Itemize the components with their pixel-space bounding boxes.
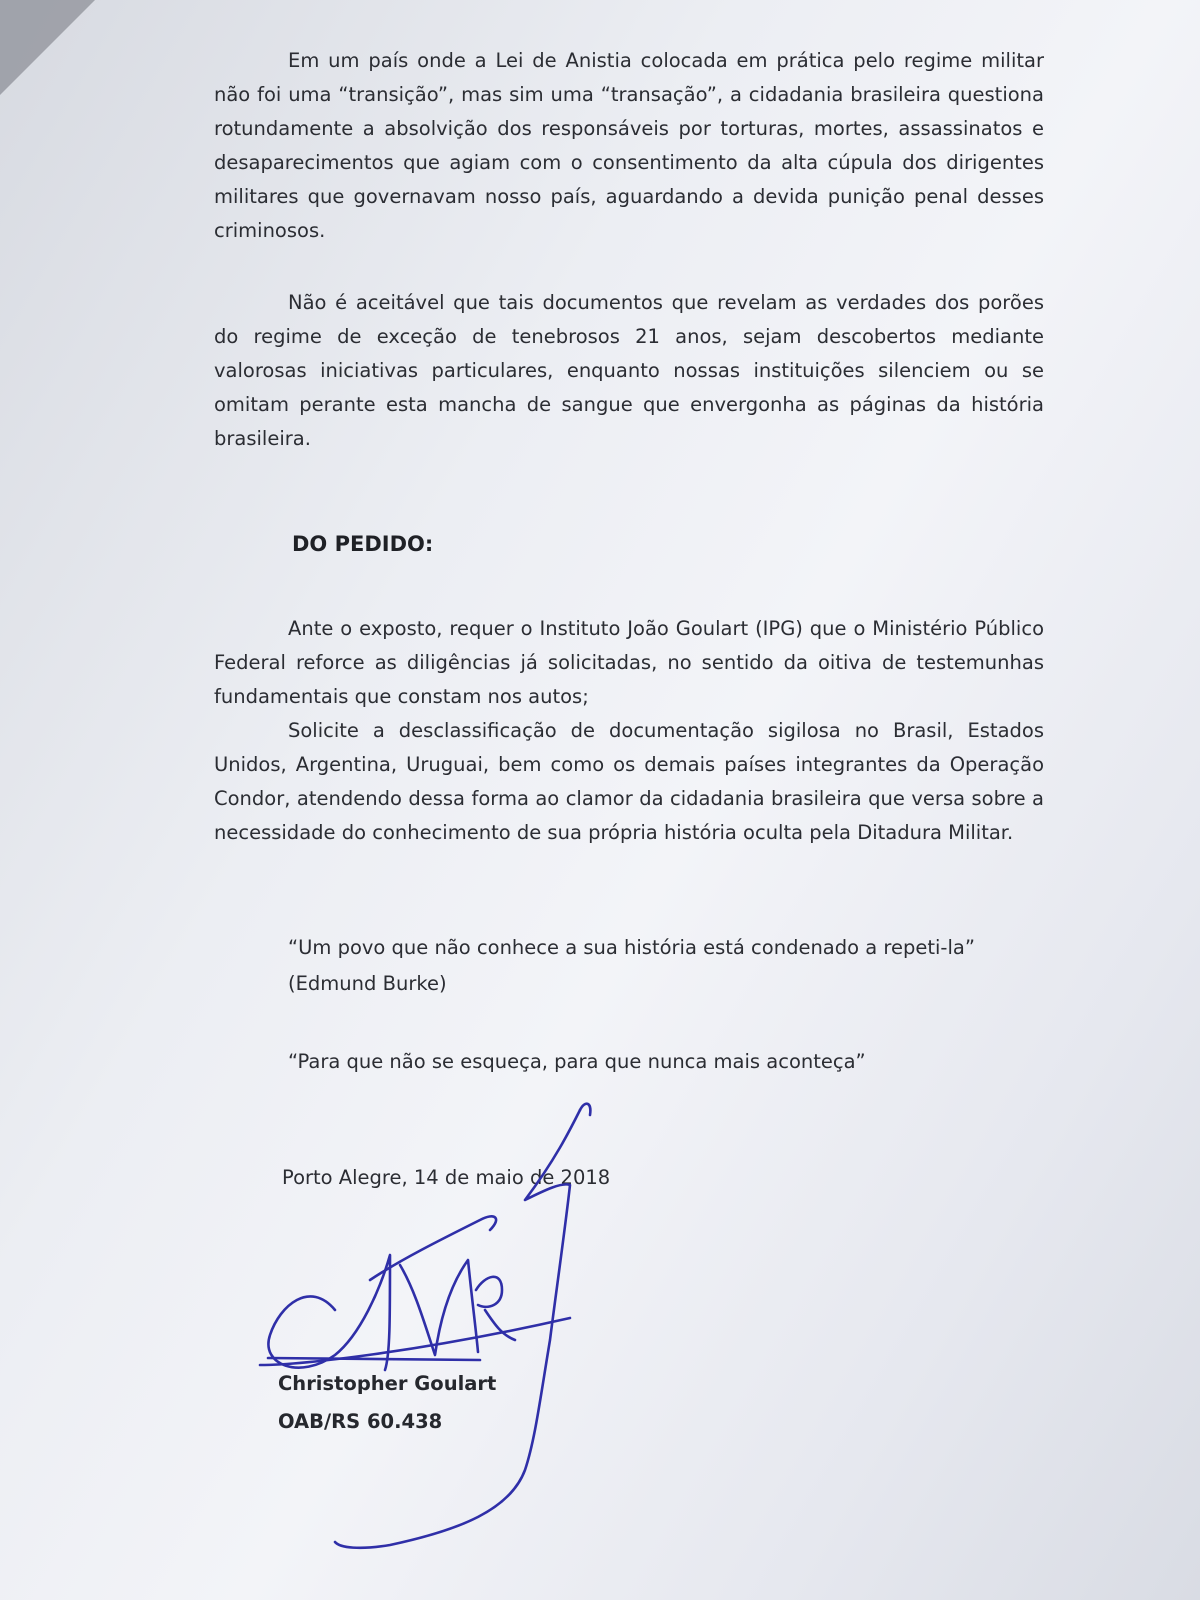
quote-burke: “Um povo que não conhece a sua história está condenado a repeti-la”: [288, 936, 975, 959]
paragraph-request: [214, 612, 1044, 714]
section-heading: DO PEDIDO:: [292, 532, 434, 556]
paragraph-documents: [214, 286, 1044, 456]
signer-oab-number: OAB/RS 60.438: [278, 1410, 443, 1433]
paragraph-declassification: [214, 714, 1044, 850]
quote-never-again: “Para que não se esqueça, para que nunca mais aconteça”: [288, 1050, 866, 1073]
paragraph-amnesty-text: Em um país onde a Lei de Anistia colocada em prática pelo regime militar não foi uma “transição”, mas sim uma “transação”, a cidadania brasileira questiona rotundamente a absolvição dos responsáveis por torturas, mortes, assassinatos e desaparecimentos que agiam com o consentimento da alta cúpula dos dirigentes militares que governavam nosso país, aguardando a devida punição penal desses criminosos.: [214, 49, 1044, 242]
paragraph-declassification-text: Solicite a desclassificação de documentação sigilosa no Brasil, Estados Unidos, Argentina, Uruguai, bem como os demais países integrantes da Operação Condor, atendendo dessa forma ao clamor da cidadania brasileira que versa sobre a necessidade do conhecimento de sua própria história oculta pela Ditadura Militar.: [214, 719, 1044, 844]
quote-burke-author: (Edmund Burke): [288, 972, 447, 995]
paragraph-amnesty: [214, 44, 1044, 248]
handwritten-signature: [240, 1090, 700, 1560]
paragraph-documents-text: Não é aceitável que tais documentos que revelam as verdades dos porões do regime de exceção de tenebrosos 21 anos, sejam descobertos mediante valorosas iniciativas particulares, enquanto nossas instituições silenciem ou se omitam perante esta mancha de sangue que envergonha as páginas da história brasileira.: [214, 291, 1044, 450]
place-and-date: Porto Alegre, 14 de maio de 2018: [282, 1166, 611, 1189]
page-corner-fold: [0, 0, 95, 95]
signer-name: Christopher Goulart: [278, 1372, 497, 1395]
paragraph-request-text: Ante o exposto, requer o Instituto João Goulart (IPG) que o Ministério Público Federal reforce as diligências já solicitadas, no sentido da oitiva de testemunhas fundamentais que constam nos autos;: [214, 617, 1044, 708]
